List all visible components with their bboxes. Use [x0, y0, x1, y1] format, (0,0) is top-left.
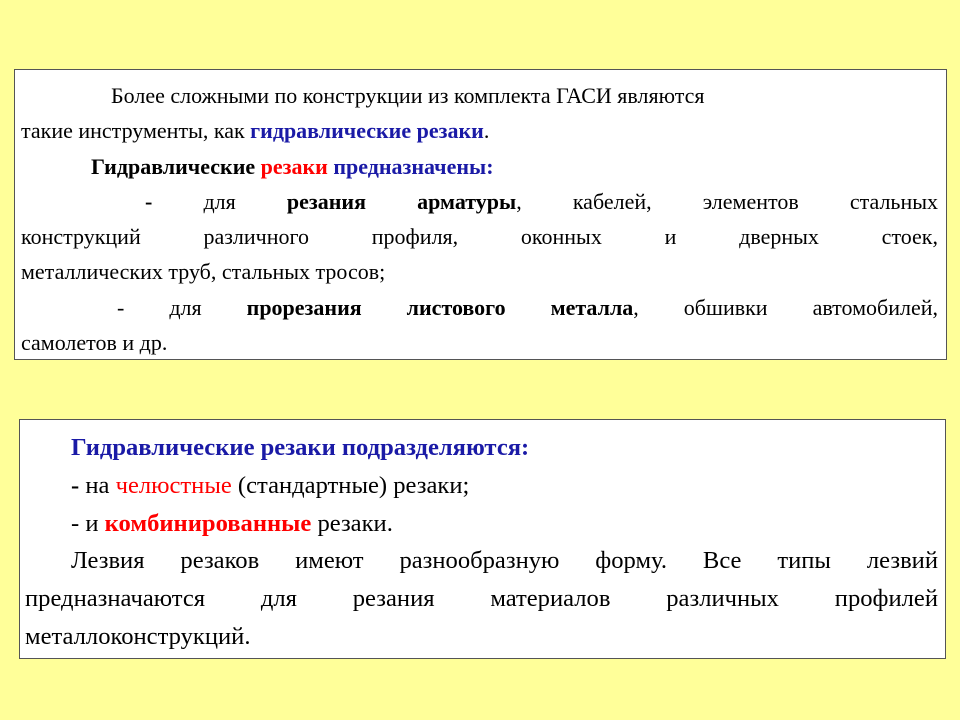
top-line-7-plain2: , обшивки автомобилей, — [633, 294, 938, 320]
top-line-4 — [21, 184, 938, 219]
subdivision-heading: Гидравлические резаки подразделяются: — [71, 434, 530, 461]
info-box-bottom — [19, 419, 946, 659]
top-line-2-suffix: . — [483, 118, 490, 144]
sheet-metal-cutting-bold: прорезания листового металла — [246, 294, 634, 320]
top-line-7-plain1: - для — [117, 294, 247, 320]
top-line-4-plain1: для — [203, 188, 287, 214]
subtype-item-jaw-dash: - — [71, 471, 86, 499]
purpose-heading-blue: предназначены: — [327, 153, 494, 179]
blades-paragraph-line-1: Лезвия резаков имеют разнообразную форму. Все типы лезвий — [71, 547, 938, 575]
jaw-cutters-red: челюстные — [115, 471, 232, 499]
top-line-2 — [21, 113, 938, 148]
subtype-item-jaw-plain1: на — [85, 471, 116, 499]
top-line-2-prefix: такие инструменты, как — [21, 118, 251, 144]
blades-paragraph-line-2: предназначаются для резания материалов различных профилей — [25, 585, 938, 613]
top-line-4-plain2: , кабелей, элементов стальных — [516, 188, 939, 214]
subtype-item-combined — [25, 505, 938, 543]
subtype-item-jaw-plain2: (стандартные) резаки; — [231, 471, 470, 499]
combined-cutters-red: комбинированные — [104, 509, 312, 537]
blades-paragraph-line-3: металлоконструкций. — [25, 622, 251, 650]
top-line-1: Более сложными по конструкции из комплекта ГАСИ являются — [111, 83, 705, 108]
hydraulic-cutters-highlight: гидравлические резаки — [250, 118, 484, 144]
top-line-7 — [21, 290, 938, 325]
top-line-4-dash: - — [145, 188, 204, 214]
subtype-item-combined-plain1: - и — [71, 509, 105, 537]
purpose-heading-red: резаки — [260, 153, 328, 179]
subtype-item-combined-plain2: резаки. — [311, 509, 393, 537]
info-box-top — [14, 69, 947, 360]
purpose-heading-black: Гидравлические — [91, 153, 261, 179]
subtype-item-jaw — [25, 467, 938, 505]
top-line-8: самолетов и др. — [21, 330, 168, 356]
purpose-heading — [21, 149, 938, 184]
top-line-5: конструкций различного профиля, оконных и дверных стоек, — [21, 224, 938, 250]
top-line-6: металлических труб, стальных тросов; — [21, 259, 386, 285]
cutting-rebar-bold: резания арматуры — [286, 188, 517, 214]
